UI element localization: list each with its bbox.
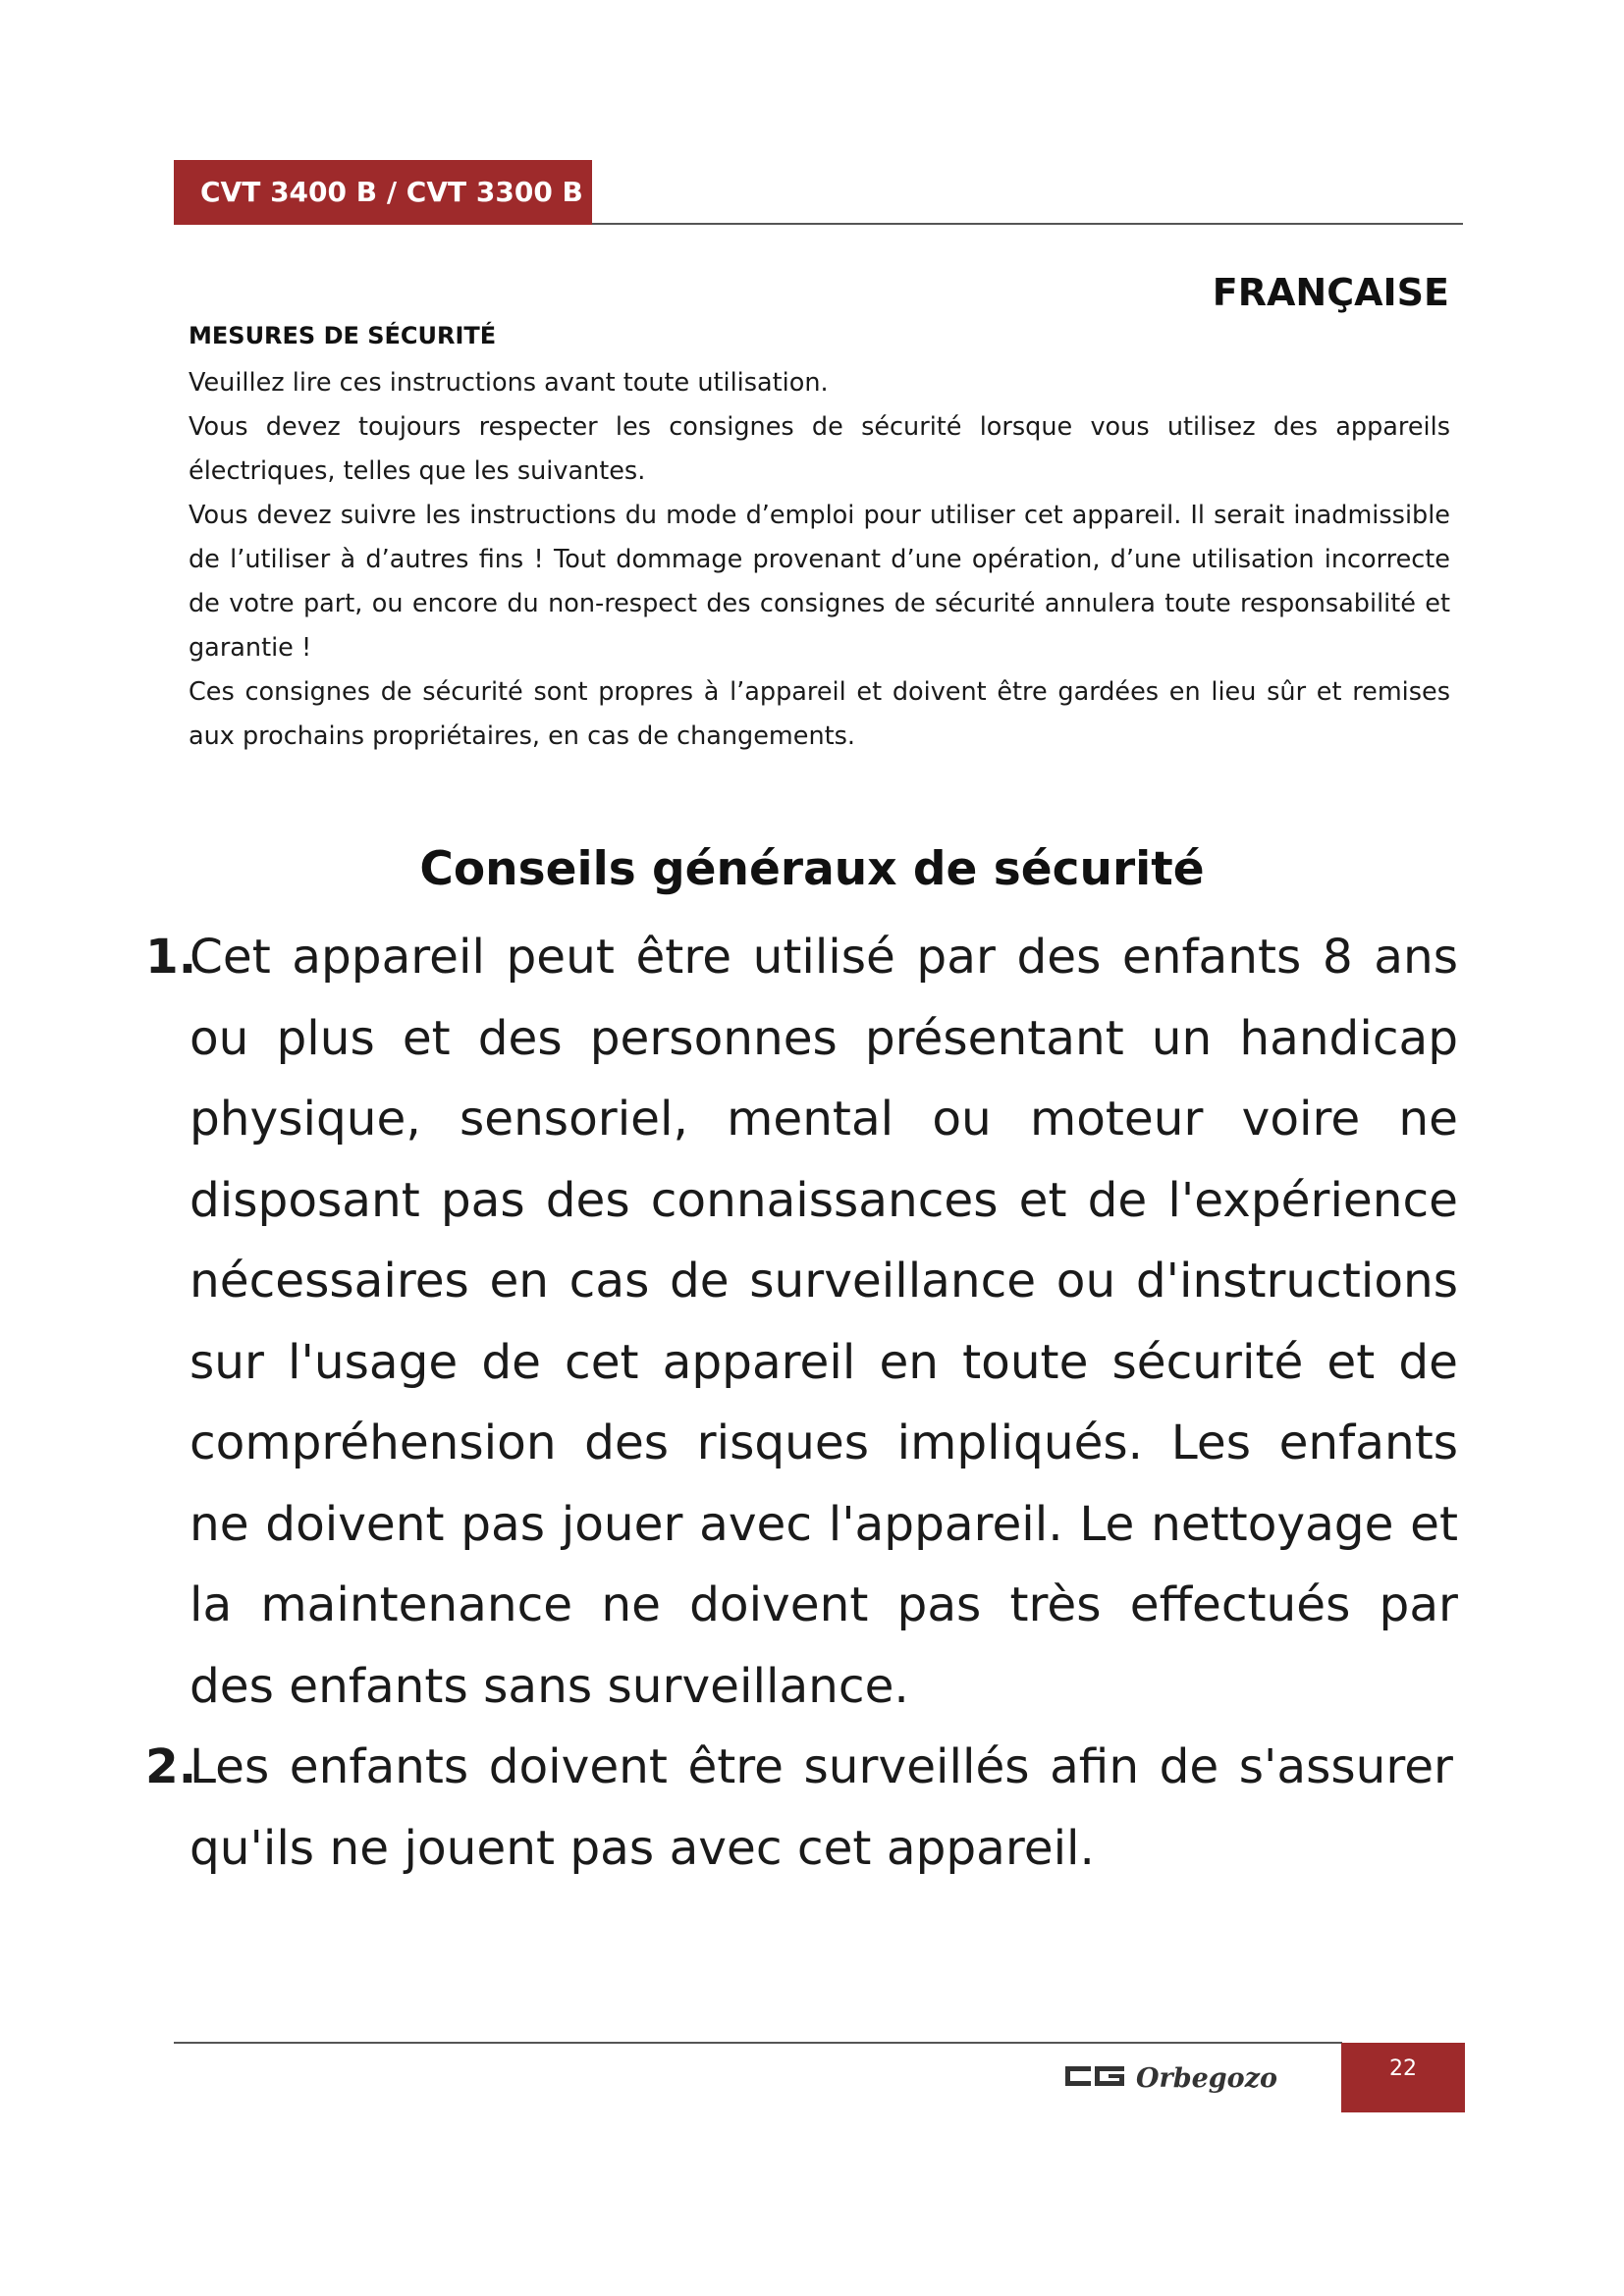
advice-item	[145, 1727, 1453, 1889]
footer-rule	[174, 2042, 1342, 2044]
advice-item-number: 2.	[145, 1739, 197, 1794]
safety-paragraph: Vous devez toujours respecter les consignes de sécurité lorsque vous utilisez des appareils électriques, telles que les suivantes.	[189, 412, 1450, 486]
page-number: 22	[1341, 2043, 1465, 2112]
general-advice-title: Conseils généraux de sécurité	[419, 842, 1205, 896]
language-heading: FRANÇAISE	[1212, 271, 1449, 314]
model-header-tab: CVT 3400 B / CVT 3300 B	[174, 160, 592, 225]
safety-paragraph: Veuillez lire ces instructions avant toute utilisation.	[189, 368, 829, 398]
safety-intro	[189, 361, 1450, 759]
safety-section-title: MESURES DE SÉCURITÉ	[189, 322, 497, 349]
orbegozo-logo	[1065, 2047, 1311, 2104]
advice-item	[145, 917, 1458, 1727]
safety-paragraph: Ces consignes de sécurité sont propres à l’appareil et doivent être gardées en lieu sûr et remises aux prochains propriétaires, en cas de changements.	[189, 677, 1450, 751]
safety-paragraph: Vous devez suivre les instructions du mode d’emploi pour utiliser cet appareil. Il serait inadmissible de l’utiliser à d’autres fins ! Tout dommage provenant d’une opération, d’une utilisation incorrecte de votre part, ou encore du non-respect des consignes de sécurité annulera toute responsabilité et garantie !	[189, 501, 1450, 663]
advice-item-text: Les enfants doivent être surveillés afin de s'assurer qu'ils ne jouent pas avec cet appareil.	[189, 1739, 1453, 1876]
advice-list	[145, 917, 1500, 1889]
advice-item-number: 1.	[145, 930, 197, 985]
brand-icon	[1065, 2066, 1124, 2086]
brand-wordmark: Orbegozo	[1136, 2063, 1278, 2094]
advice-item-text: Cet appareil peut être utilisé par des enfants 8 ans ou plus et des personnes présentant un handicap physique, sensoriel, mental ou moteur voire ne disposant pas des connaissances et de l'expérience nécessaires en cas de surveillance ou d'instructions sur l'usage de cet appareil en toute sécurité et de compréhension des risques impliqués. Les enfants ne doivent pas jouer avec l'appareil. Le nettoyage et la maintenance ne doivent pas très effectués par des enfants sans surveillance.	[189, 930, 1458, 1714]
